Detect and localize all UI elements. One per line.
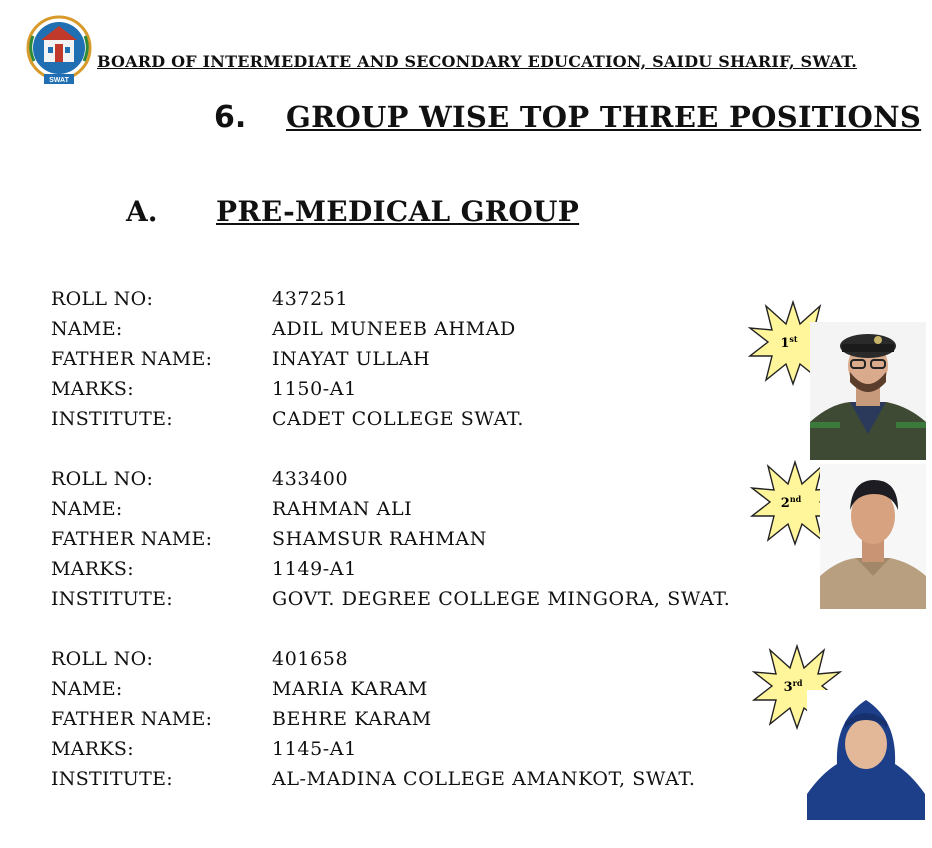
name-value: RAHMAN ALI bbox=[272, 498, 413, 520]
roll-row bbox=[0, 468, 760, 498]
marks-label: MARKS: bbox=[51, 378, 134, 400]
father-value: BEHRE KARAM bbox=[272, 708, 432, 730]
student-photo-1 bbox=[810, 322, 926, 460]
father-value: SHAMSUR RAHMAN bbox=[272, 528, 487, 550]
roll-label: ROLL NO: bbox=[51, 648, 154, 670]
board-title: BOARD OF INTERMEDIATE AND SECONDARY EDUCATION, SAIDU SHARIF, SWAT. bbox=[97, 52, 858, 71]
name-label: NAME: bbox=[51, 678, 123, 700]
father-label: FATHER NAME: bbox=[51, 348, 213, 370]
roll-row bbox=[0, 288, 760, 318]
rank-number: 1 bbox=[780, 336, 790, 351]
student-photo-2 bbox=[820, 464, 926, 609]
section-title: GROUP WISE TOP THREE POSITIONS bbox=[286, 100, 922, 134]
logo-text: SWAT bbox=[49, 77, 69, 84]
marks-value: 1150-A1 bbox=[272, 378, 357, 400]
name-label: NAME: bbox=[51, 318, 123, 340]
marks-row bbox=[0, 738, 760, 768]
name-row bbox=[0, 318, 760, 348]
father-label: FATHER NAME: bbox=[51, 708, 213, 730]
subsection-letter: A. bbox=[126, 195, 158, 228]
roll-value: 401658 bbox=[272, 648, 349, 670]
father-row bbox=[0, 528, 760, 558]
roll-value: 437251 bbox=[272, 288, 349, 310]
marks-row bbox=[0, 378, 760, 408]
roll-row bbox=[0, 648, 760, 678]
name-label: NAME: bbox=[51, 498, 123, 520]
institute-value: CADET COLLEGE SWAT. bbox=[272, 408, 524, 430]
name-value: ADIL MUNEEB AHMAD bbox=[272, 318, 516, 340]
roll-value: 433400 bbox=[272, 468, 349, 490]
father-row bbox=[0, 708, 760, 738]
rank-number: 2 bbox=[780, 496, 790, 511]
institute-label: INSTITUTE: bbox=[51, 768, 173, 790]
marks-row bbox=[0, 558, 760, 588]
subsection-title: PRE-MEDICAL GROUP bbox=[216, 195, 580, 228]
father-value: INAYAT ULLAH bbox=[272, 348, 431, 370]
father-row bbox=[0, 348, 760, 378]
rank-suffix: rd bbox=[792, 678, 803, 688]
section-number: 6. bbox=[214, 100, 247, 135]
institute-row bbox=[0, 588, 760, 618]
roll-label: ROLL NO: bbox=[51, 288, 154, 310]
rank-suffix: nd bbox=[789, 494, 802, 504]
institute-row bbox=[0, 408, 760, 438]
institute-value: GOVT. DEGREE COLLEGE MINGORA, SWAT. bbox=[272, 588, 731, 610]
marks-label: MARKS: bbox=[51, 558, 134, 580]
roll-label: ROLL NO: bbox=[51, 468, 154, 490]
rank-number: 3 bbox=[783, 680, 793, 695]
institute-value: AL-MADINA COLLEGE AMANKOT, SWAT. bbox=[272, 768, 696, 790]
father-label: FATHER NAME: bbox=[51, 528, 213, 550]
marks-value: 1145-A1 bbox=[272, 738, 357, 760]
institute-row bbox=[0, 768, 760, 798]
name-row bbox=[0, 498, 760, 528]
board-logo-icon bbox=[24, 14, 94, 86]
institute-label: INSTITUTE: bbox=[51, 408, 173, 430]
marks-value: 1149-A1 bbox=[272, 558, 357, 580]
student-photo-3 bbox=[807, 690, 925, 820]
institute-label: INSTITUTE: bbox=[51, 588, 173, 610]
marks-label: MARKS: bbox=[51, 738, 134, 760]
name-row bbox=[0, 678, 760, 708]
name-value: MARIA KARAM bbox=[272, 678, 428, 700]
rank-suffix: st bbox=[789, 334, 798, 344]
